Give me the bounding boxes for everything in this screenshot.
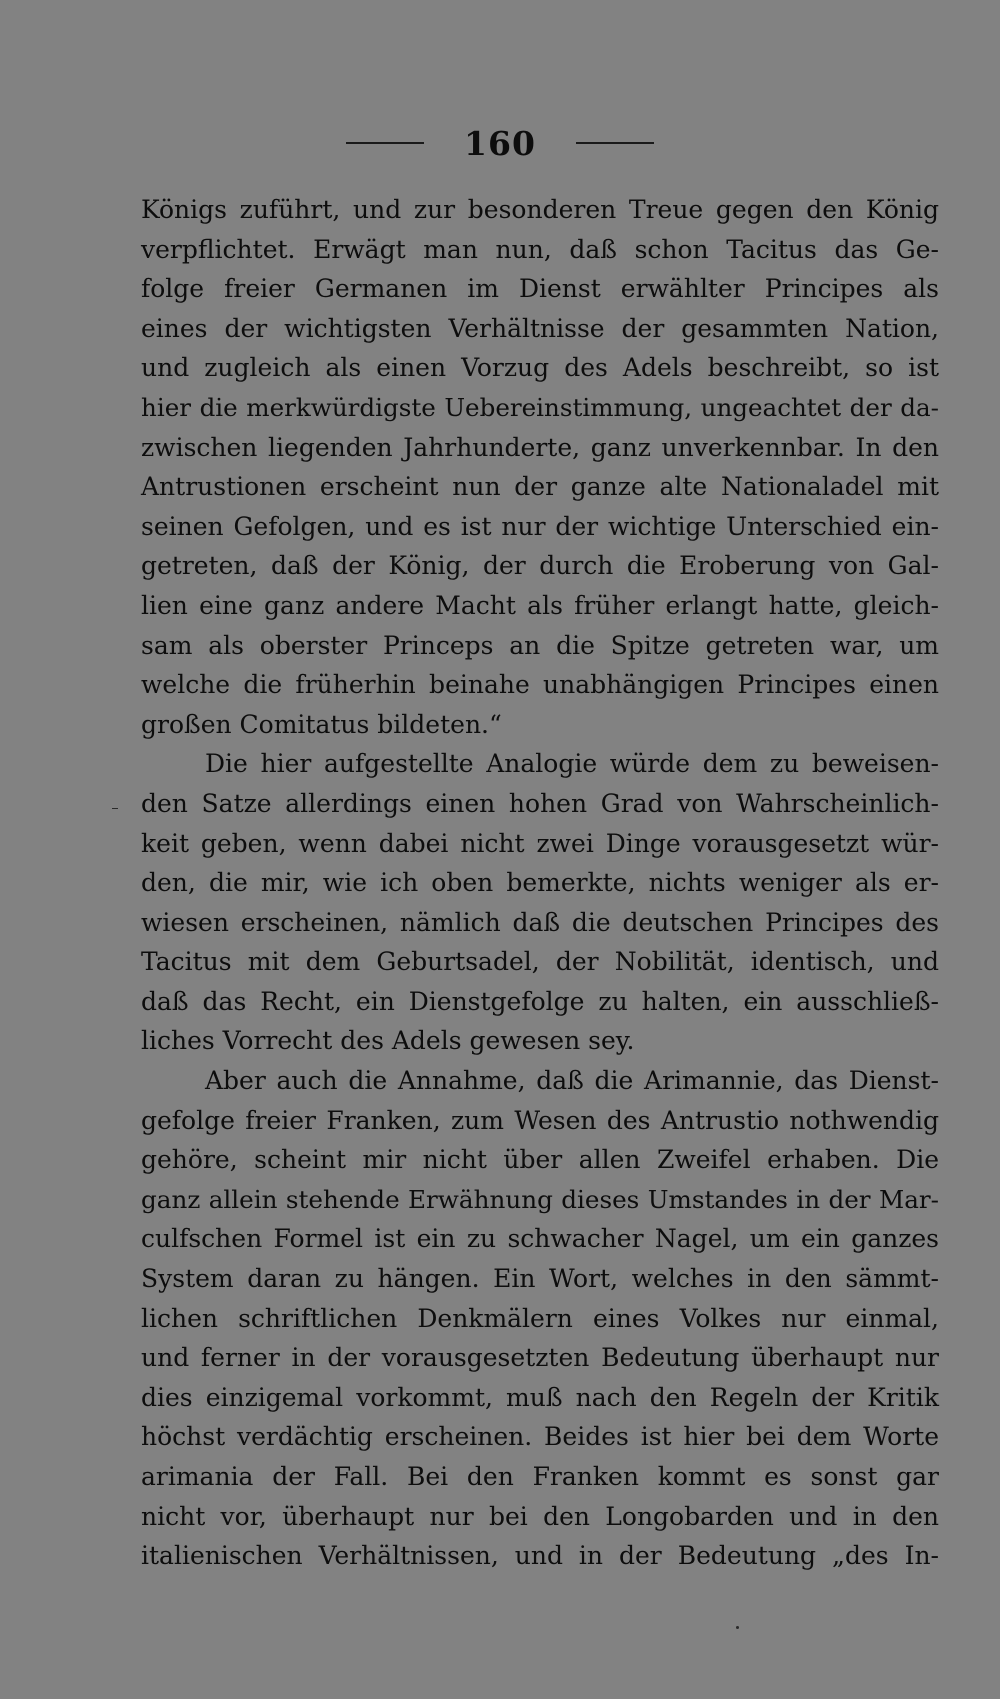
text-line: nicht vor, überhaupt nur bei den Longobarden und in den <box>141 1501 939 1531</box>
text-line: System daran zu hängen. Ein Wort, welches in den sämmt- <box>141 1264 939 1294</box>
text-line: den Satze allerdings einen hohen Grad von Wahrscheinlich- <box>141 788 939 818</box>
header-rule-left <box>346 142 424 144</box>
text-line: lichen schriftlichen Denkmälern eines Volkes nur einmal, <box>141 1303 939 1333</box>
text-line: dies einzigemal vorkommt, muß nach den Regeln der Kritik <box>141 1382 939 1412</box>
text-line: folge freier Germanen im Dienst erwählter Principes als <box>141 274 939 304</box>
text-line: italienischen Verhältnissen, und in der Bedeutung „des In- <box>141 1541 939 1571</box>
text-line: liches Vorrecht des Adels gewesen sey. <box>141 1026 635 1056</box>
body-text <box>141 190 939 1576</box>
text-line: zwischen liegenden Jahrhunderte, ganz unverkennbar. In den <box>141 432 939 462</box>
text-line: welche die früherhin beinahe unabhängigen Principes einen <box>141 670 939 700</box>
header-rule-right <box>576 142 654 144</box>
text-line: keit geben, wenn dabei nicht zwei Dinge vorausgesetzt wür- <box>141 828 939 858</box>
page-header <box>0 118 1000 168</box>
text-line: culfschen Formel ist ein zu schwacher Nagel, um ein ganzes <box>141 1224 939 1254</box>
text-line: lien eine ganz andere Macht als früher erlangt hatte, gleich- <box>141 590 939 620</box>
text-line: Antrustionen erscheint nun der ganze alte Nationaladel mit <box>141 472 939 502</box>
text-line: wiesen erscheinen, nämlich daß die deutschen Principes des <box>141 907 939 937</box>
text-line: hier die merkwürdigste Uebereinstimmung, ungeachtet der da- <box>141 392 939 422</box>
text-line: und ferner in der vorausgesetzten Bedeutung überhaupt nur <box>141 1343 939 1373</box>
text-line: ganz allein stehende Erwähnung dieses Umstandes in der Mar- <box>141 1184 939 1214</box>
text-line: Die hier aufgestellte Analogie würde dem zu beweisen- <box>205 749 939 779</box>
stray-dot <box>736 1626 739 1629</box>
text-line: Königs zuführt, und zur besonderen Treue gegen den König <box>141 195 939 224</box>
text-line: daß das Recht, ein Dienstgefolge zu halten, ein ausschließ- <box>141 986 939 1016</box>
text-line: gefolge freier Franken, zum Wesen des Antrustio nothwendig <box>141 1105 939 1135</box>
text-line: gehöre, scheint mir nicht über allen Zweifel erhaben. Die <box>141 1145 939 1175</box>
text-line: sam als oberster Princeps an die Spitze getreten war, um <box>141 630 939 660</box>
text-line: seinen Gefolgen, und es ist nur der wichtige Unterschied ein- <box>141 511 939 541</box>
text-line: Aber auch die Annahme, daß die Arimannie, das Dienst- <box>205 1066 939 1096</box>
text-line: getreten, daß der König, der durch die Eroberung von Gal- <box>141 551 939 581</box>
margin-mark <box>112 808 118 809</box>
text-line: arimania der Fall. Bei den Franken kommt es sonst gar <box>141 1462 939 1491</box>
page-number: 160 <box>464 123 536 163</box>
text-line: großen Comitatus bildeten.“ <box>141 709 502 739</box>
text-line: und zugleich als einen Vorzug des Adels beschreibt, so ist <box>141 353 939 383</box>
text-line: den, die mir, wie ich oben bemerkte, nichts weniger als er- <box>141 868 939 898</box>
text-line: eines der wichtigsten Verhältnisse der gesammten Nation, <box>141 313 939 343</box>
text-line: verpflichtet. Erwägt man nun, daß schon Tacitus das Ge- <box>141 234 939 264</box>
text-line: Tacitus mit dem Geburtsadel, der Nobilität, identisch, und <box>141 947 939 977</box>
text-line: höchst verdächtig erscheinen. Beides ist hier bei dem Worte <box>141 1422 939 1452</box>
